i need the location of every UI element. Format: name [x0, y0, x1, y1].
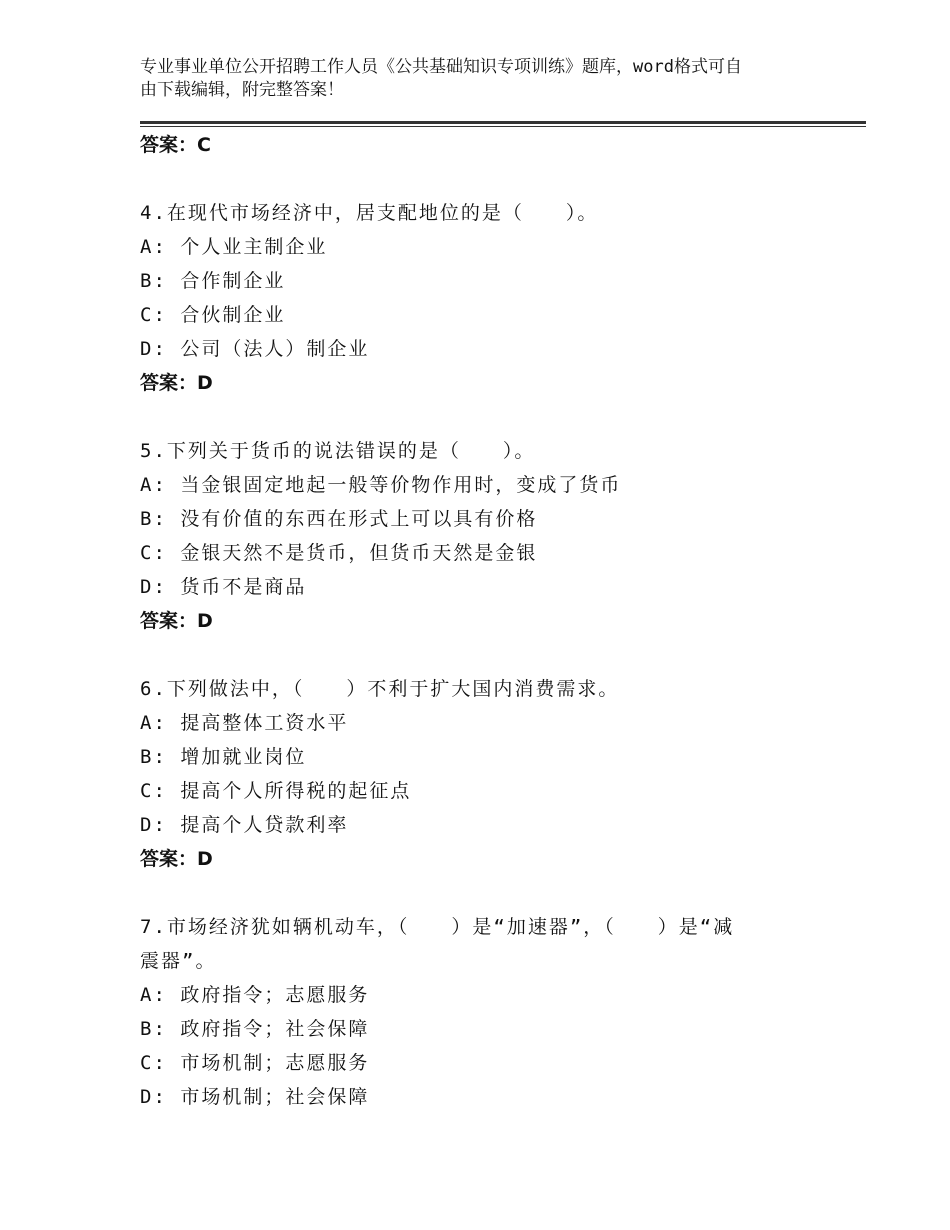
question-stem-line-2: 震器”。	[140, 950, 217, 972]
header-line-2: 由下载编辑，附完整答案！	[140, 80, 344, 100]
answer-q3: 答案：C	[140, 134, 211, 156]
question-stem: 4.在现代市场经济中，居支配地位的是（ ）。	[140, 202, 599, 224]
answer: 答案：D	[140, 848, 213, 870]
option-c: C: 市场机制；志愿服务	[140, 1052, 370, 1074]
header-line-1: 专业事业单位公开招聘工作人员《公共基础知识专项训练》题库，word格式可自	[140, 57, 742, 77]
option-d: D: 提高个人贷款利率	[140, 814, 349, 836]
option-d: D: 货币不是商品	[140, 576, 307, 598]
option-a: A: 当金银固定地起一般等价物作用时，变成了货币	[140, 474, 622, 496]
option-b: B: 合作制企业	[140, 270, 286, 292]
question-stem: 5.下列关于货币的说法错误的是（ ）。	[140, 440, 536, 462]
question-list	[140, 128, 840, 1114]
question-stem-line-1: 7.市场经济犹如辆机动车，（ ）是“加速器”，（ ）是“减	[140, 916, 735, 938]
option-a: A: 政府指令；志愿服务	[140, 984, 370, 1006]
answer: 答案：D	[140, 372, 213, 394]
question-7	[140, 910, 840, 1114]
option-b: B: 增加就业岗位	[140, 746, 307, 768]
option-b: B: 没有价值的东西在形式上可以具有价格	[140, 508, 538, 530]
option-c: C: 金银天然不是货币，但货币天然是金银	[140, 542, 538, 564]
header-rule-thick	[140, 121, 866, 124]
question-stem: 6.下列做法中，（ ）不利于扩大国内消费需求。	[140, 678, 620, 700]
question-4	[140, 196, 840, 400]
option-d: D: 公司（法人）制企业	[140, 338, 370, 360]
document-header	[140, 56, 820, 102]
option-c: C: 提高个人所得税的起征点	[140, 780, 412, 802]
option-a: A: 提高整体工资水平	[140, 712, 349, 734]
option-c: C: 合伙制企业	[140, 304, 286, 326]
question-5	[140, 434, 840, 638]
header-rule-thin	[140, 126, 866, 127]
option-d: D: 市场机制；社会保障	[140, 1086, 370, 1108]
option-a: A: 个人业主制企业	[140, 236, 328, 258]
answer: 答案：D	[140, 610, 213, 632]
question-6	[140, 672, 840, 876]
option-b: B: 政府指令；社会保障	[140, 1018, 370, 1040]
